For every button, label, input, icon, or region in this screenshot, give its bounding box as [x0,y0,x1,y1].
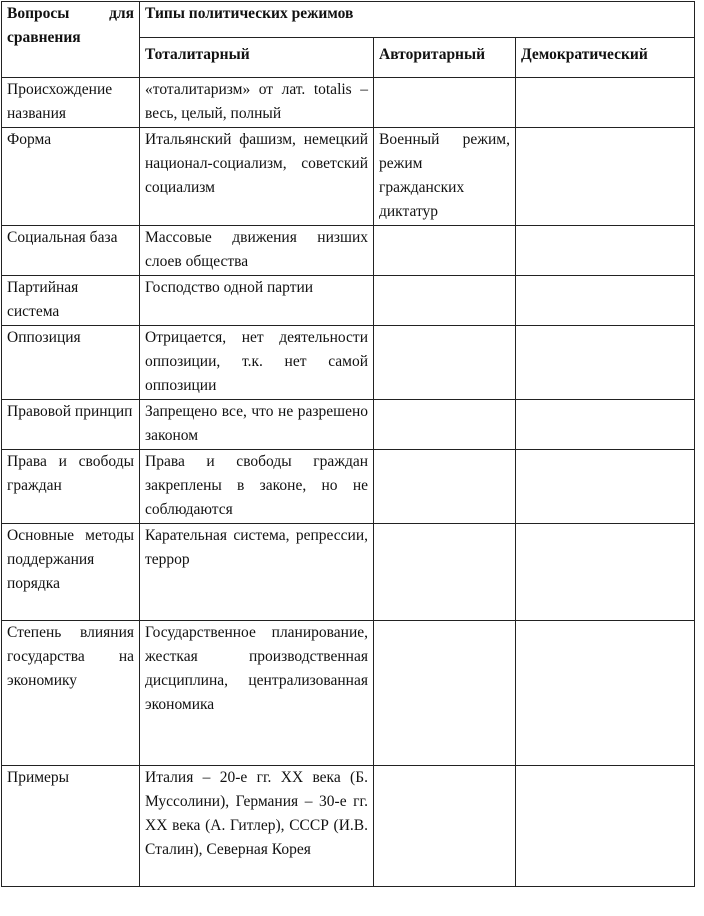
row-totalitarian: Отрицается, нет деятельности оппозиции, т.к. нет самой оппозиции [140,326,374,400]
header-totalitarian: Тоталитарный [140,38,374,78]
row-authoritarian [374,400,516,450]
row-totalitarian: Господство одной партии [140,276,374,326]
row-question: Оппозиция [2,326,140,400]
row-question: Основные методы поддержания порядка [2,524,140,621]
row-authoritarian [374,276,516,326]
row-question: Права и свободы граждан [2,450,140,524]
row-authoritarian [374,326,516,400]
table-row [2,128,695,226]
row-totalitarian: Массовые движения низших слоев общества [140,226,374,276]
table-row [2,226,695,276]
table-row [2,78,695,128]
row-totalitarian: Запрещено все, что не разрешено законом [140,400,374,450]
row-authoritarian [374,524,516,621]
row-totalitarian: Государственное планирование, жесткая производственная дисциплина, централизованная экономика [140,621,374,766]
row-democratic [516,450,695,524]
row-democratic [516,78,695,128]
header-democratic: Демократический [516,38,695,78]
table-row [2,326,695,400]
row-totalitarian: Права и свободы граждан закреплены в законе, но не соблюдаются [140,450,374,524]
row-authoritarian [374,226,516,276]
row-democratic [516,400,695,450]
table-row [2,766,695,887]
comparison-table [1,1,695,887]
row-democratic [516,326,695,400]
header-row-1 [2,2,695,38]
row-authoritarian [374,450,516,524]
header-questions: Вопросы для сравнения [2,2,140,78]
row-question: Социальная база [2,226,140,276]
row-democratic [516,621,695,766]
row-question: Форма [2,128,140,226]
row-authoritarian [374,766,516,887]
row-totalitarian: «тоталитаризм» от лат. totalis – весь, целый, полный [140,78,374,128]
header-regime-types: Типы политических режимов [140,2,695,38]
table-row [2,400,695,450]
row-totalitarian: Италия – 20-е гг. XX века (Б. Муссолини), Германия – 30-е гг. XX века (А. Гитлер), СССР (И.В. Сталин), Северная Корея [140,766,374,887]
table-row [2,450,695,524]
row-question: Партийная система [2,276,140,326]
table-row [2,276,695,326]
table-row [2,524,695,621]
row-authoritarian: Военный режим, режим гражданских диктатур [374,128,516,226]
row-question: Степень влияния государства на экономику [2,621,140,766]
row-democratic [516,276,695,326]
header-authoritarian: Авторитарный [374,38,516,78]
row-totalitarian: Итальянский фашизм, немецкий национал-социализм, советский социализм [140,128,374,226]
row-democratic [516,128,695,226]
row-question: Правовой принцип [2,400,140,450]
row-democratic [516,524,695,621]
row-totalitarian: Карательная система, репрессии, террор [140,524,374,621]
row-question: Происхождение названия [2,78,140,128]
row-authoritarian [374,78,516,128]
row-question: Примеры [2,766,140,887]
table-row [2,621,695,766]
row-democratic [516,766,695,887]
row-democratic [516,226,695,276]
row-authoritarian [374,621,516,766]
